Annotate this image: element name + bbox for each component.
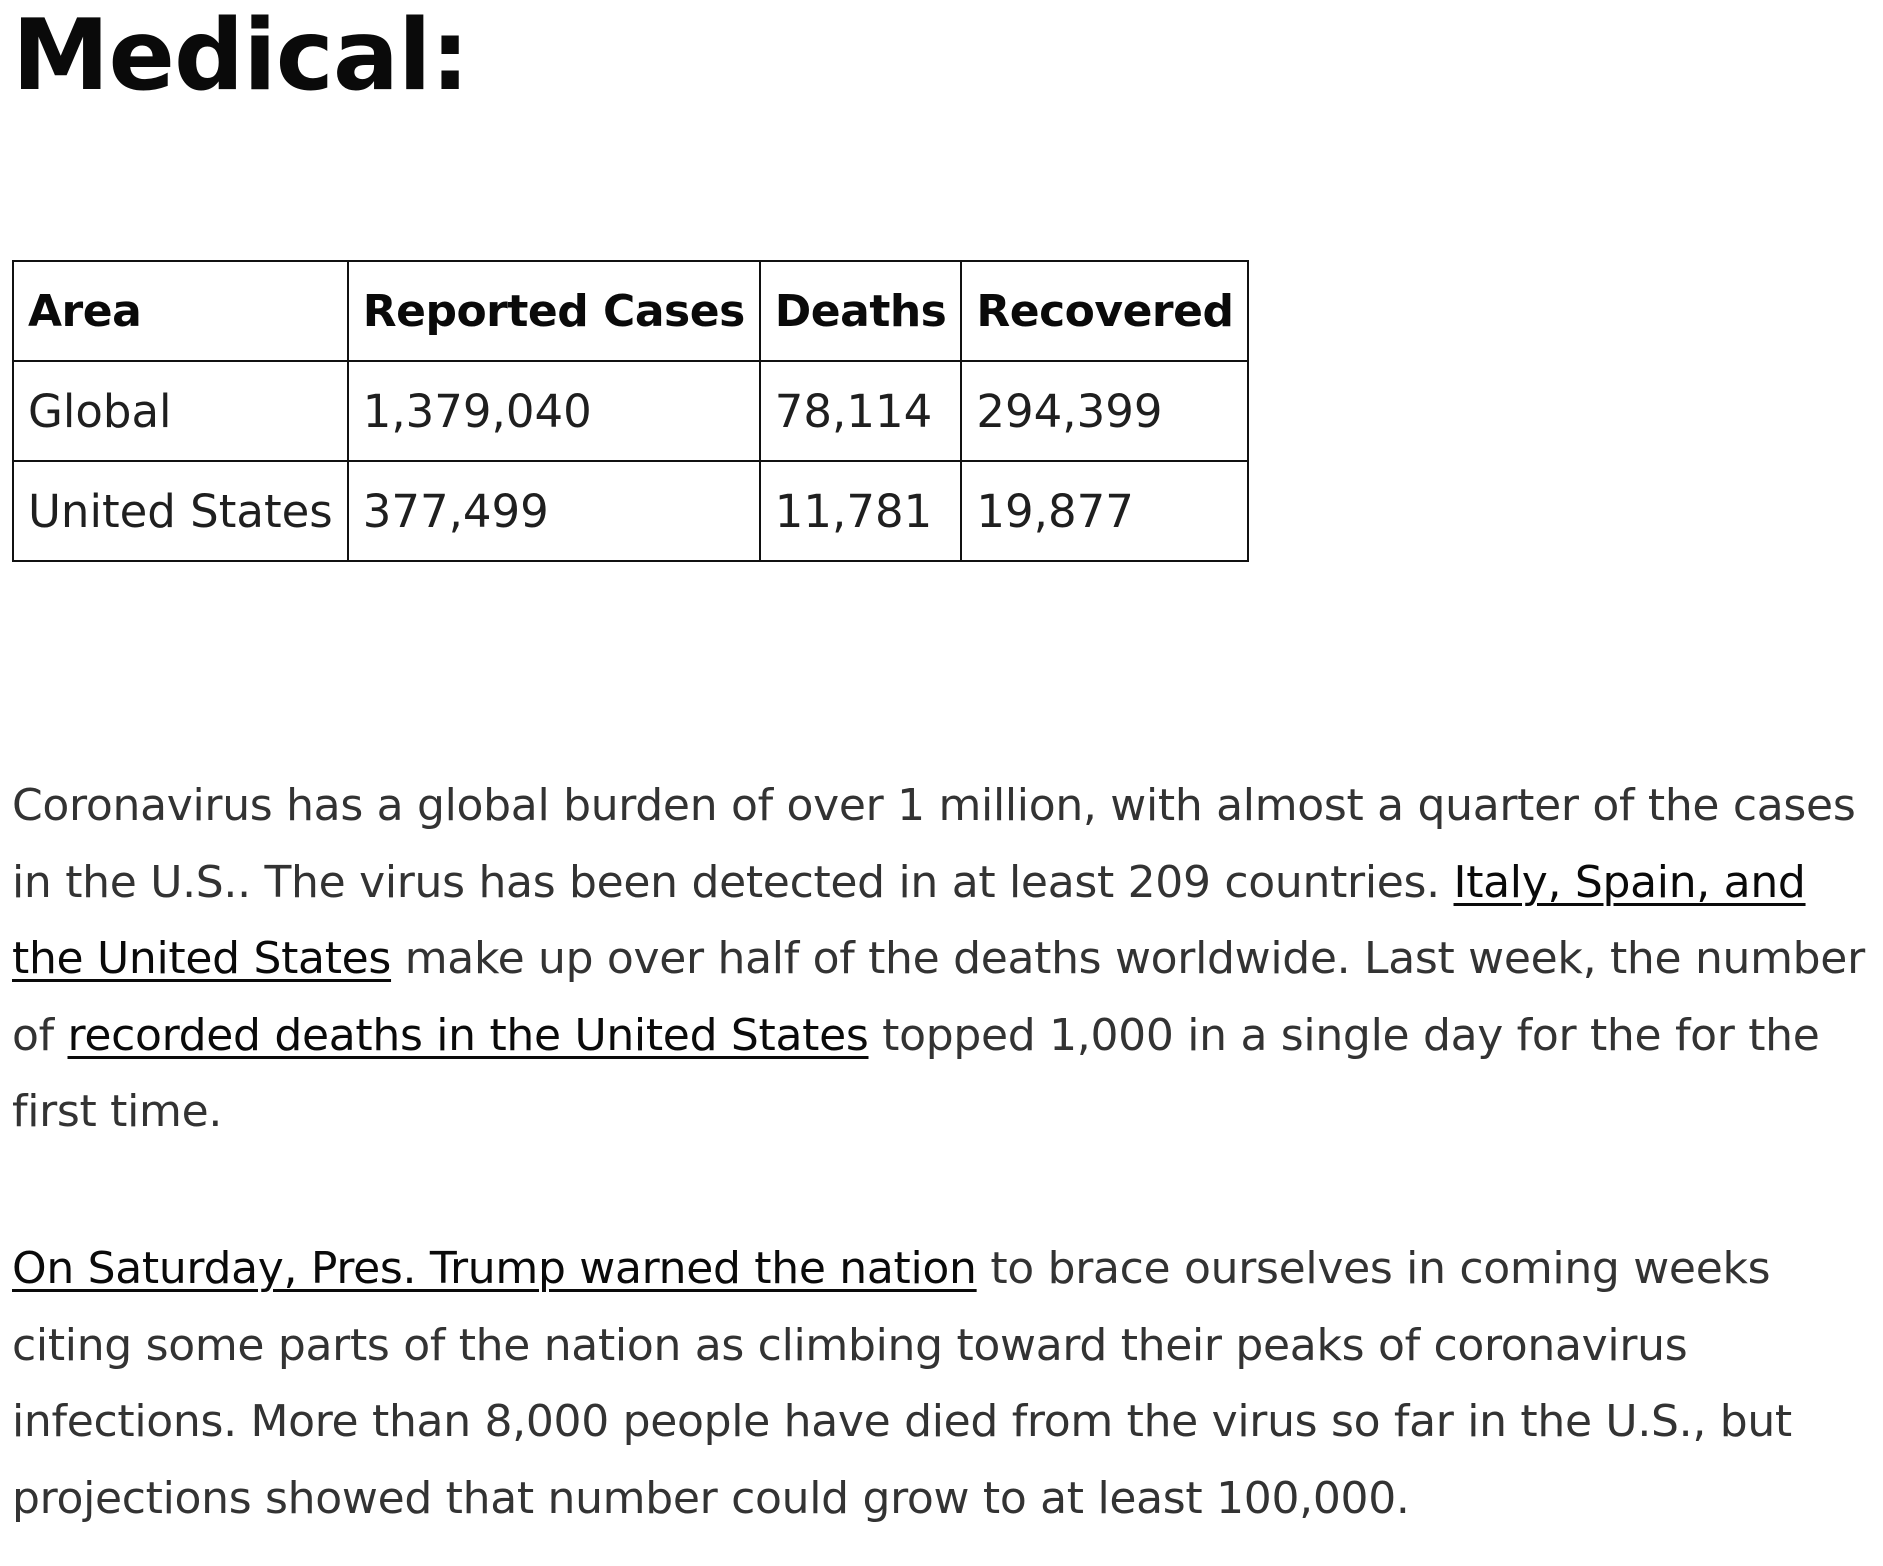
paragraph-text: to brace ourselves in coming weeks citing some parts of the nation as climbing toward their peaks of coronavirus infections. More than 8,000 people have died from the virus so far in the U.S., but projections showed that number could grow to at least 100,000. (12, 1243, 1792, 1524)
paragraph-text: topped 1,000 in a single day for the for the first time. (12, 1009, 1820, 1137)
stats-table (12, 260, 1249, 562)
cell-recovered: 294,399 (961, 361, 1248, 461)
header-reported-cases: Reported Cases (348, 261, 760, 361)
section-heading: Medical: (12, 0, 469, 113)
paragraph-trump-warning (12, 1231, 1872, 1537)
header-area: Area (13, 261, 348, 361)
paragraph-burden (12, 768, 1872, 1151)
link-italy-spain-us[interactable]: Italy, Spain, and the United States (12, 856, 1806, 984)
table-row (13, 361, 1248, 461)
header-recovered: Recovered (961, 261, 1248, 361)
cell-deaths: 11,781 (760, 461, 962, 561)
cell-deaths: 78,114 (760, 361, 962, 461)
table-row (13, 461, 1248, 561)
paragraph-text: Coronavirus has a global burden of over 1 million, with almost a quarter of the cases in the U.S.. The virus has been detected in at least 209 countries. (12, 780, 1856, 908)
table-header-row (13, 261, 1248, 361)
link-trump-warned-nation[interactable]: On Saturday, Pres. Trump warned the nation (12, 1243, 977, 1294)
cell-recovered: 19,877 (961, 461, 1248, 561)
cell-reported-cases: 377,499 (348, 461, 760, 561)
cell-area: United States (13, 461, 348, 561)
link-recorded-deaths-us[interactable]: recorded deaths in the United States (67, 1009, 869, 1061)
paragraph-text: make up over half of the deaths worldwide. Last week, the number of (12, 933, 1865, 1061)
header-deaths: Deaths (760, 261, 962, 361)
cell-area: Global (13, 361, 348, 461)
cell-reported-cases: 1,379,040 (348, 361, 760, 461)
